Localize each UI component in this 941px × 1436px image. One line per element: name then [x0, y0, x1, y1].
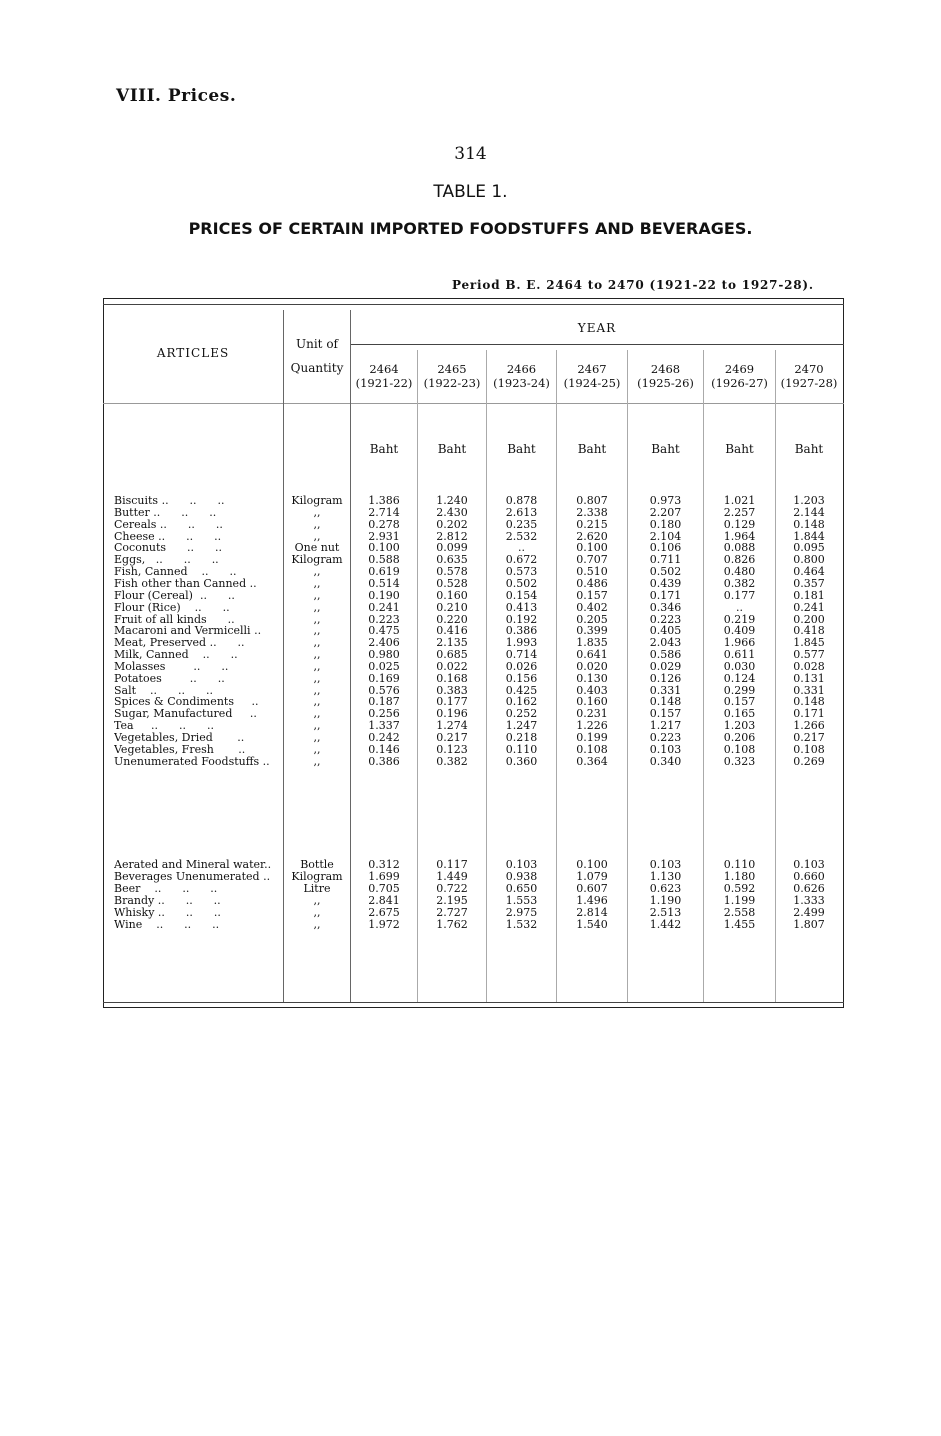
- row-article: Macaroni and Vermicelli ..: [114, 625, 262, 638]
- price-cell: 0.619: [368, 565, 400, 579]
- price-cell: 0.103: [505, 858, 538, 871]
- price-cell: 0.403: [576, 683, 608, 697]
- row-article: Fish other than Canned ..: [114, 577, 257, 590]
- price-cell: 0.635: [436, 553, 468, 567]
- price-cell: 0.383: [436, 683, 468, 697]
- price-cell: 1.203: [723, 719, 756, 733]
- price-cell: 0.100: [576, 858, 608, 871]
- price-cell: 1.240: [436, 494, 468, 507]
- unit-header: Unit of Quantity: [290, 337, 344, 375]
- row-unit: ,,: [313, 612, 321, 626]
- price-cell: 0.206: [723, 731, 756, 744]
- row-article: Aerated and Mineral water..: [114, 859, 272, 871]
- price-cell: 0.217: [436, 731, 468, 744]
- price-cell: ..: [736, 600, 743, 614]
- price-cell: 0.707: [576, 553, 608, 567]
- row-article: Beverages Unenumerated ..: [114, 870, 271, 883]
- price-cell: 0.110: [505, 742, 538, 756]
- price-cell: 0.938: [505, 869, 538, 883]
- price-cell: 0.130: [576, 671, 608, 685]
- row-article: Biscuits .. .. ..: [114, 495, 225, 507]
- price-cell: 0.220: [436, 612, 468, 626]
- price-cell: 0.103: [793, 858, 825, 871]
- table-label: TABLE 1.: [433, 182, 508, 202]
- price-cell: 0.416: [436, 624, 468, 638]
- price-cell: 0.029: [649, 659, 682, 673]
- price-cell: 0.405: [649, 624, 682, 638]
- price-cell: 1.762: [436, 917, 468, 931]
- row-unit: Kilogram: [291, 494, 343, 507]
- price-cell: 0.399: [576, 624, 608, 638]
- price-cell: 0.106: [649, 541, 682, 555]
- currency-unit-label: Baht: [794, 442, 824, 456]
- price-cell: 0.171: [793, 707, 825, 721]
- year-ad-label: (1921-22): [355, 376, 413, 390]
- row-unit: ,,: [313, 648, 321, 662]
- price-cell: 1.699: [368, 869, 400, 883]
- row-unit: ,,: [313, 529, 321, 543]
- price-cell: 0.180: [649, 517, 682, 531]
- price-cell: 0.331: [793, 683, 825, 697]
- header-rule: [103, 403, 844, 404]
- price-cell: 0.425: [505, 683, 538, 697]
- price-cell: 2.814: [576, 905, 608, 919]
- row-article: Flour (Rice) .. ..: [114, 601, 230, 614]
- price-cell: 0.242: [368, 731, 400, 744]
- row-article: Meat, Preserved .. ..: [114, 637, 245, 650]
- row-article: Spices & Condiments ..: [114, 696, 259, 709]
- row-unit: ,,: [313, 588, 321, 602]
- price-cell: 1.079: [576, 869, 608, 883]
- price-cell: 0.187: [368, 695, 400, 709]
- price-cell: 0.386: [368, 754, 400, 768]
- price-cell: 0.299: [723, 683, 756, 697]
- price-cell: 0.160: [576, 695, 608, 709]
- price-cell: 0.800: [793, 553, 825, 567]
- price-cell: 0.148: [793, 695, 825, 709]
- price-cell: 0.088: [723, 541, 756, 555]
- row-article: Sugar, Manufactured ..: [114, 708, 257, 721]
- price-cell: 0.215: [576, 517, 608, 531]
- price-cell: 2.406: [368, 636, 400, 650]
- price-cell: 2.841: [368, 893, 400, 907]
- price-cell: 0.252: [505, 707, 538, 721]
- price-cell: 0.878: [505, 494, 538, 507]
- row-article: Potatoes .. ..: [114, 672, 225, 685]
- price-cell: 0.123: [436, 742, 468, 756]
- price-cell: 0.148: [649, 695, 682, 709]
- price-cell: 0.157: [649, 707, 682, 721]
- price-cell: ..: [518, 541, 525, 555]
- price-cell: 2.195: [436, 893, 468, 907]
- row-unit: ,,: [313, 659, 321, 673]
- price-cell: 1.130: [649, 869, 682, 883]
- bottom-rule: [103, 1002, 844, 1003]
- price-cell: 0.190: [368, 588, 400, 602]
- price-cell: 0.705: [368, 881, 400, 895]
- price-cell: 1.496: [576, 893, 608, 907]
- top-rule: [103, 304, 844, 305]
- price-cell: 0.711: [649, 553, 682, 567]
- price-cell: 1.199: [723, 893, 756, 907]
- price-cell: 0.269: [793, 754, 825, 768]
- price-cell: 1.540: [576, 917, 608, 931]
- price-cell: 2.727: [436, 905, 468, 919]
- row-article: Eggs, .. .. ..: [114, 554, 219, 567]
- row-article: Cheese .. .. ..: [114, 530, 222, 543]
- row-unit: ,,: [313, 893, 321, 907]
- price-cell: 0.100: [576, 541, 608, 555]
- price-cell: 0.486: [576, 576, 608, 590]
- price-cell: 0.386: [505, 624, 538, 638]
- price-cell: 0.177: [723, 588, 756, 602]
- price-cell: 2.144: [793, 505, 825, 519]
- price-cell: 0.210: [436, 600, 468, 614]
- price-cell: 0.502: [649, 565, 682, 579]
- price-cell: 2.430: [436, 505, 468, 519]
- year-ad-label: (1926-27): [711, 376, 768, 390]
- row-article: Coconuts .. ..: [114, 542, 223, 555]
- price-cell: 0.026: [505, 659, 538, 673]
- price-cell: 0.650: [505, 881, 538, 895]
- row-article: Brandy .. .. ..: [114, 894, 221, 907]
- row-unit: ,,: [313, 683, 321, 697]
- row-article: Butter .. .. ..: [114, 506, 217, 519]
- year-be-label: 2466: [506, 362, 537, 376]
- price-cell: 0.685: [436, 648, 468, 662]
- price-cell: 0.148: [793, 517, 825, 531]
- price-cell: 0.409: [723, 624, 756, 638]
- price-cell: 2.043: [649, 636, 682, 650]
- price-cell: 0.110: [723, 858, 756, 871]
- price-cell: 1.449: [436, 869, 468, 883]
- price-cell: 2.513: [649, 905, 682, 919]
- price-cell: 1.333: [793, 893, 825, 907]
- price-cell: 2.207: [649, 505, 682, 519]
- price-cell: 0.200: [793, 612, 825, 626]
- year-ad-label: (1922-23): [423, 376, 481, 390]
- price-cell: 0.223: [649, 612, 682, 626]
- row-unit: Litre: [303, 881, 331, 895]
- price-cell: 0.588: [368, 553, 400, 567]
- price-cell: 1.386: [368, 494, 400, 507]
- price-cell: 1.266: [793, 719, 825, 733]
- articles-header: ARTICLES: [156, 346, 230, 360]
- currency-unit-label: Baht: [437, 442, 467, 456]
- price-cell: 0.099: [436, 541, 468, 555]
- price-cell: 0.573: [505, 565, 538, 579]
- price-cell: 0.218: [505, 731, 538, 744]
- row-unit: Kilogram: [291, 869, 343, 883]
- row-unit: Kilogram: [291, 553, 343, 567]
- row-article: Salt .. .. ..: [114, 684, 213, 697]
- row-unit: ,,: [313, 600, 321, 614]
- price-cell: 0.223: [649, 731, 682, 744]
- table-caption: PRICES OF CERTAIN IMPORTED FOODSTUFFS AND BEVERAGES.: [188, 219, 753, 238]
- price-cell: 0.095: [793, 541, 825, 555]
- price-cell: 0.576: [368, 683, 400, 697]
- period-note: Period B. E. 2464 to 2470 (1921-22 to 1927-28).: [452, 278, 814, 292]
- price-cell: 0.382: [436, 754, 468, 768]
- page-number: 314: [454, 144, 487, 164]
- price-cell: 1.226: [576, 719, 608, 733]
- row-unit: ,,: [313, 517, 321, 531]
- price-cell: 0.672: [505, 553, 538, 567]
- year-ad-label: (1923-24): [493, 376, 550, 390]
- row-unit: ,,: [313, 719, 321, 733]
- year-rule: [350, 344, 844, 345]
- currency-unit-label: Baht: [725, 442, 754, 456]
- row-article: Whisky .. .. ..: [114, 906, 221, 919]
- price-cell: 2.257: [723, 505, 756, 519]
- row-unit: ,,: [313, 624, 321, 638]
- price-cell: 0.100: [368, 541, 400, 555]
- price-cell: 0.611: [723, 648, 756, 662]
- price-cell: 0.241: [368, 600, 400, 614]
- row-unit: ,,: [313, 754, 321, 768]
- price-cell: 2.613: [505, 505, 538, 519]
- price-cell: 0.357: [793, 576, 825, 590]
- price-cell: 0.169: [368, 671, 400, 685]
- price-cell: 0.578: [436, 565, 468, 579]
- price-cell: 1.807: [793, 917, 825, 931]
- row-article: Molasses .. ..: [114, 660, 229, 673]
- row-unit: ,,: [313, 576, 321, 590]
- price-cell: 2.975: [505, 905, 538, 919]
- price-cell: 0.592: [723, 881, 756, 895]
- price-cell: 0.124: [723, 671, 756, 685]
- price-cell: 2.558: [723, 905, 756, 919]
- price-cell: 0.340: [649, 754, 682, 768]
- price-cell: 0.196: [436, 707, 468, 721]
- price-cell: 0.219: [723, 612, 756, 626]
- row-unit: ,,: [313, 742, 321, 756]
- price-cell: 0.722: [436, 881, 468, 895]
- price-cell: 2.338: [576, 505, 608, 519]
- price-cell: 0.973: [649, 494, 682, 507]
- row-article: Tea .. .. ..: [114, 720, 214, 733]
- price-cell: 0.331: [649, 683, 682, 697]
- row-article: Milk, Canned .. ..: [114, 649, 238, 662]
- row-article: Vegetables, Fresh ..: [114, 743, 246, 756]
- row-article: Cereals .. .. ..: [114, 518, 223, 531]
- price-cell: 2.135: [436, 636, 468, 650]
- price-cell: 0.168: [436, 671, 468, 685]
- year-ad-label: (1927-28): [780, 376, 838, 390]
- price-cell: 0.022: [436, 659, 468, 673]
- year-be-label: 2467: [577, 362, 607, 376]
- price-cell: 2.931: [368, 529, 400, 543]
- price-cell: 2.812: [436, 529, 468, 543]
- price-cell: 1.247: [505, 719, 538, 733]
- price-cell: 0.223: [368, 612, 400, 626]
- year-be-label: 2470: [794, 362, 824, 376]
- price-cell: 1.972: [368, 917, 400, 931]
- price-cell: 0.714: [505, 648, 538, 662]
- row-article: Fish, Canned .. ..: [114, 566, 237, 579]
- row-unit: ,,: [313, 707, 321, 721]
- price-cell: 0.475: [368, 624, 400, 638]
- price-cell: 0.660: [793, 869, 825, 883]
- price-cell: 0.126: [649, 671, 682, 685]
- price-cell: 1.442: [649, 917, 682, 931]
- price-cell: 2.714: [368, 505, 400, 519]
- price-cell: 0.154: [505, 588, 538, 602]
- price-cell: 0.231: [576, 707, 608, 721]
- price-cell: 0.323: [723, 754, 756, 768]
- price-cell: 0.108: [576, 742, 608, 756]
- row-article: Flour (Cereal) .. ..: [114, 589, 235, 602]
- price-cell: 0.364: [576, 754, 608, 768]
- column-divider: [283, 310, 284, 1002]
- price-cell: 1.455: [723, 917, 756, 931]
- row-unit: ,,: [313, 917, 321, 931]
- price-cell: 0.131: [793, 671, 825, 685]
- currency-unit-label: Baht: [651, 442, 680, 456]
- row-unit: ,,: [313, 731, 321, 744]
- currency-unit-label: Baht: [577, 442, 607, 456]
- price-cell: 0.235: [505, 517, 538, 531]
- price-cell: 0.205: [576, 612, 608, 626]
- price-cell: 0.192: [505, 612, 538, 626]
- price-cell: 1.993: [505, 636, 538, 650]
- price-cell: 0.360: [505, 754, 538, 768]
- price-cell: 0.202: [436, 517, 468, 531]
- year-ad-label: (1924-25): [563, 376, 621, 390]
- price-cell: 0.177: [436, 695, 468, 709]
- price-cell: 0.346: [649, 600, 682, 614]
- price-cell: 1.021: [723, 494, 756, 507]
- price-cell: 1.532: [505, 917, 538, 931]
- price-cell: 1.553: [505, 893, 538, 907]
- price-cell: 0.382: [723, 576, 756, 590]
- row-unit: ,,: [313, 565, 321, 579]
- price-cell: 0.217: [793, 731, 825, 744]
- row-article: Beer .. .. ..: [114, 882, 218, 895]
- price-cell: 0.165: [723, 707, 756, 721]
- price-cell: 0.103: [649, 858, 682, 871]
- price-cell: 0.586: [649, 648, 682, 662]
- row-unit: ,,: [313, 905, 321, 919]
- price-cell: 2.532: [505, 529, 538, 543]
- price-cell: 0.623: [649, 881, 682, 895]
- currency-unit-label: Baht: [507, 442, 536, 456]
- row-unit: Bottle: [300, 858, 334, 871]
- price-cell: 0.641: [576, 648, 608, 662]
- price-cell: 0.108: [793, 742, 825, 756]
- price-cell: 1.180: [723, 869, 756, 883]
- price-cell: 0.181: [793, 588, 825, 602]
- price-cell: 1.844: [793, 529, 825, 543]
- price-cell: 1.190: [649, 893, 682, 907]
- price-cell: 0.157: [723, 695, 756, 709]
- price-cell: 0.480: [723, 565, 756, 579]
- price-cell: 1.964: [723, 529, 756, 543]
- price-cell: 0.256: [368, 707, 400, 721]
- price-cell: 0.108: [723, 742, 756, 756]
- price-cell: 2.499: [793, 905, 825, 919]
- price-cell: 0.826: [723, 553, 756, 567]
- price-cell: 0.171: [649, 588, 682, 602]
- row-unit: ,,: [313, 695, 321, 709]
- price-cell: 1.845: [793, 636, 825, 650]
- price-cell: 0.160: [436, 588, 468, 602]
- price-cell: 0.028: [793, 659, 825, 673]
- price-cell: 0.199: [576, 731, 608, 744]
- price-cell: 0.402: [576, 600, 608, 614]
- price-cell: 0.156: [505, 671, 538, 685]
- price-cell: 0.241: [793, 600, 825, 614]
- price-cell: 0.418: [793, 624, 825, 638]
- currency-unit-label: Baht: [369, 442, 399, 456]
- price-cell: 0.980: [368, 648, 400, 662]
- price-cell: 1.835: [576, 636, 608, 650]
- row-article: Fruit of all kinds ..: [114, 613, 235, 626]
- row-article: Wine .. .. ..: [114, 918, 220, 931]
- year-be-label: 2465: [437, 362, 467, 376]
- price-cell: 0.020: [576, 659, 608, 673]
- row-unit: ,,: [313, 636, 321, 650]
- price-cell: 0.514: [368, 576, 400, 590]
- row-unit: One nut: [294, 541, 340, 555]
- price-cell: 0.626: [793, 881, 825, 895]
- year-ad-label: (1925-26): [637, 376, 694, 390]
- price-cell: 1.203: [793, 494, 825, 507]
- price-cell: 0.528: [436, 576, 468, 590]
- price-cell: 0.577: [793, 648, 825, 662]
- price-cell: 0.117: [436, 858, 468, 871]
- price-cell: 1.274: [436, 719, 468, 733]
- price-cell: 0.162: [505, 695, 538, 709]
- price-cell: 0.030: [723, 659, 756, 673]
- price-cell: 1.217: [649, 719, 682, 733]
- row-article: Unenumerated Foodstuffs ..: [114, 755, 270, 768]
- price-cell: 2.620: [576, 529, 608, 543]
- price-cell: 0.278: [368, 517, 400, 531]
- row-unit: ,,: [313, 671, 321, 685]
- price-cell: 2.675: [368, 905, 400, 919]
- price-cell: 0.103: [649, 742, 682, 756]
- year-header: YEAR: [577, 321, 617, 335]
- price-cell: 0.807: [576, 494, 608, 507]
- year-be-label: 2468: [650, 362, 681, 376]
- year-be-label: 2469: [724, 362, 755, 376]
- price-cell: 2.104: [649, 529, 682, 543]
- price-cell: 1.337: [368, 719, 400, 733]
- price-cell: 0.025: [368, 659, 400, 673]
- price-cell: 0.413: [505, 600, 538, 614]
- price-cell: 0.146: [368, 742, 400, 756]
- price-cell: 1.966: [723, 636, 756, 650]
- price-cell: 0.439: [649, 576, 682, 590]
- price-cell: 0.607: [576, 881, 608, 895]
- price-cell: 0.510: [576, 565, 608, 579]
- price-cell: 0.312: [368, 858, 400, 871]
- row-unit: ,,: [313, 505, 321, 519]
- price-cell: 0.129: [723, 517, 756, 531]
- row-article: Vegetables, Dried ..: [114, 732, 245, 744]
- price-cell: 0.157: [576, 588, 608, 602]
- price-cell: 0.464: [793, 565, 825, 579]
- year-be-label: 2464: [369, 362, 399, 376]
- price-cell: 0.502: [505, 576, 538, 590]
- section-heading: VIII. Prices.: [116, 86, 237, 106]
